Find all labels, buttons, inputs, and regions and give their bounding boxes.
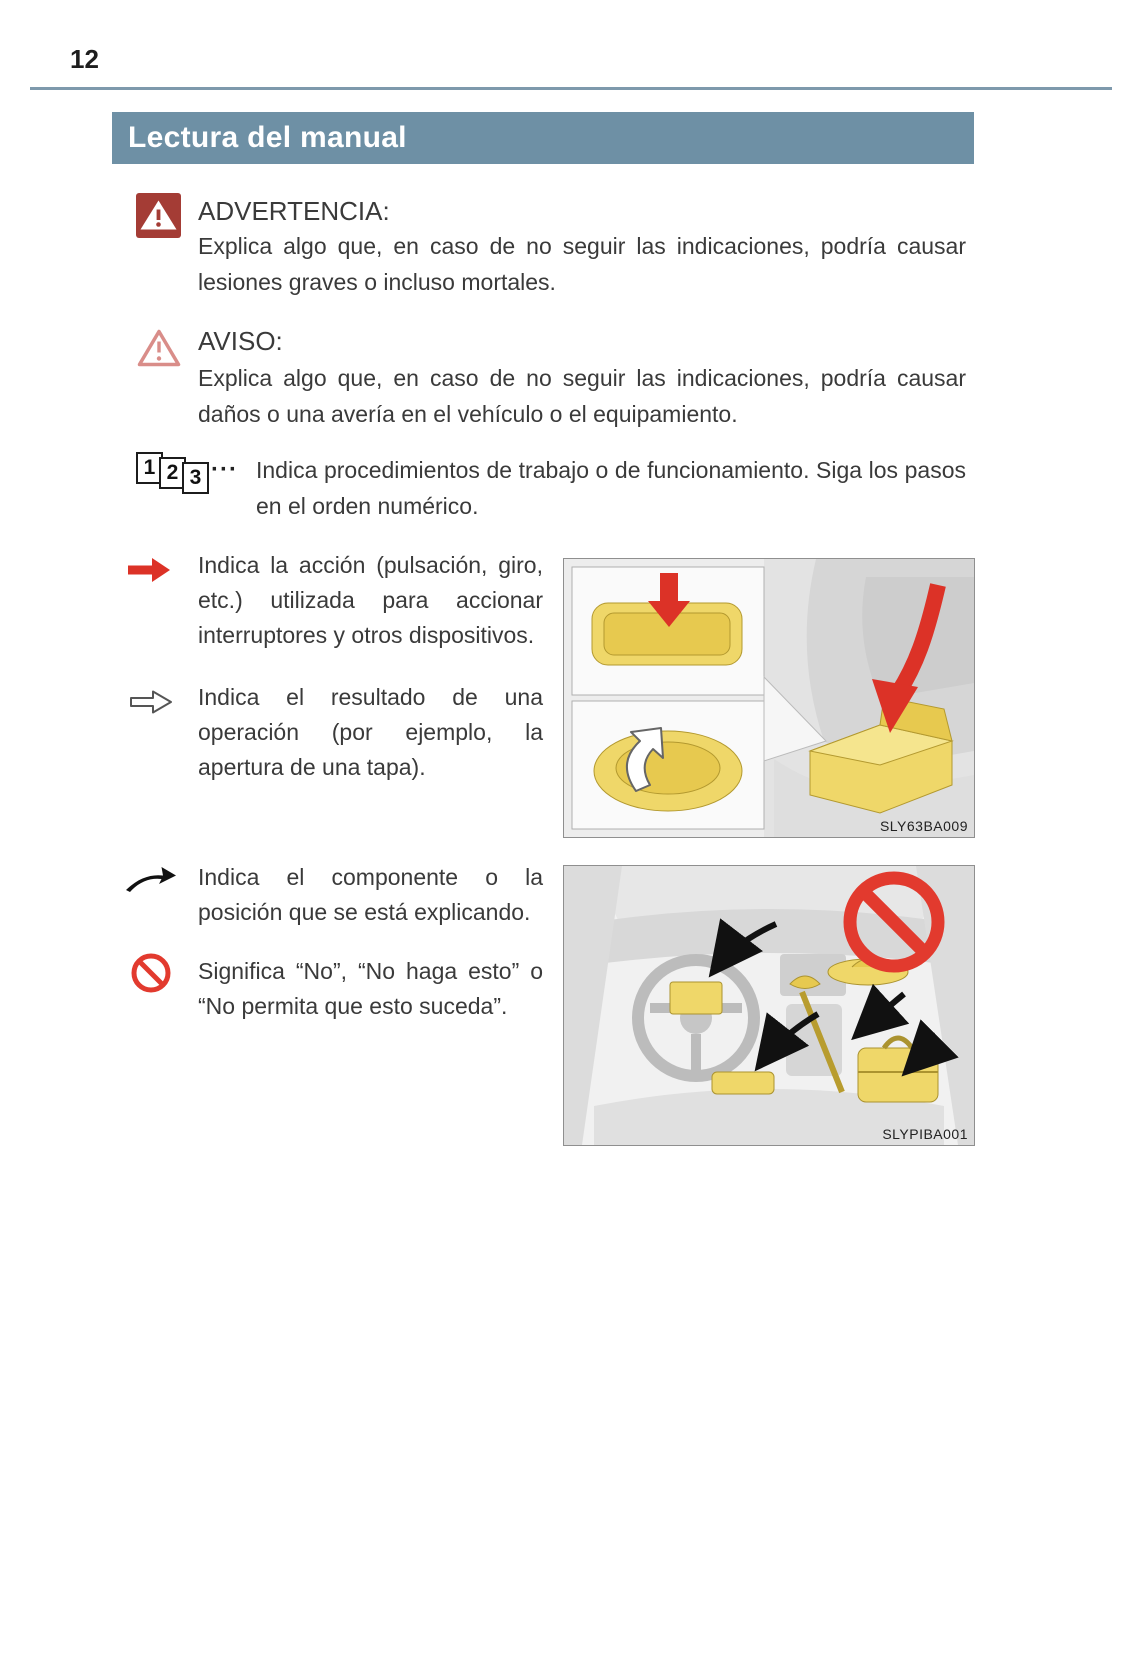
step-box-3: 3 <box>182 462 209 494</box>
section-header <box>112 112 974 164</box>
figure-code: SLYPIBA001 <box>882 1126 968 1142</box>
step-box-1: 1 <box>136 452 163 484</box>
figure-code: SLY63BA009 <box>879 818 968 834</box>
numbered-steps-icon <box>136 452 238 489</box>
step-box-2: 2 <box>159 457 186 489</box>
steps-ellipsis: ··· <box>211 456 238 483</box>
steps-body: Indica procedimientos de trabajo o de funcionamiento. Siga los pasos en el orden numérico. <box>256 457 966 519</box>
component-arrow-icon <box>124 864 176 894</box>
figure-dashboard-illustration <box>563 865 975 1146</box>
prohibition-icon <box>130 952 172 994</box>
prohibition-body: Significa “No”, “No haga esto” o “No permita que esto suceda”. <box>198 958 543 1019</box>
section-title: Lectura del manual <box>128 121 407 154</box>
action-arrow-body: Indica la acción (pulsación, giro, etc.) utilizada para accionar interruptores y otros dispositivos. <box>198 552 543 648</box>
notice-title: AVISO: <box>198 326 283 356</box>
warning-icon <box>136 193 181 238</box>
warning-body: Explica algo que, en caso de no seguir las indicaciones, podría causar lesiones graves o incluso mortales. <box>198 233 966 295</box>
result-arrow-icon <box>128 688 174 716</box>
result-arrow-body: Indica el resultado de una operación (por ejemplo, la apertura de una tapa). <box>198 684 543 780</box>
action-arrow-icon <box>126 556 172 584</box>
warning-title: ADVERTENCIA: <box>198 196 390 226</box>
header-divider <box>30 87 1112 90</box>
caution-icon <box>137 328 181 368</box>
page-number: 12 <box>70 44 99 74</box>
console-illustration-graphic <box>564 559 974 837</box>
figure-console-illustration <box>563 558 975 838</box>
dashboard-illustration-graphic <box>564 866 974 1145</box>
component-arrow-body: Indica el componente o la posición que se está explicando. <box>198 864 543 925</box>
notice-body: Explica algo que, en caso de no seguir las indicaciones, podría causar daños o una avería en el vehículo o el equipamiento. <box>198 365 966 427</box>
